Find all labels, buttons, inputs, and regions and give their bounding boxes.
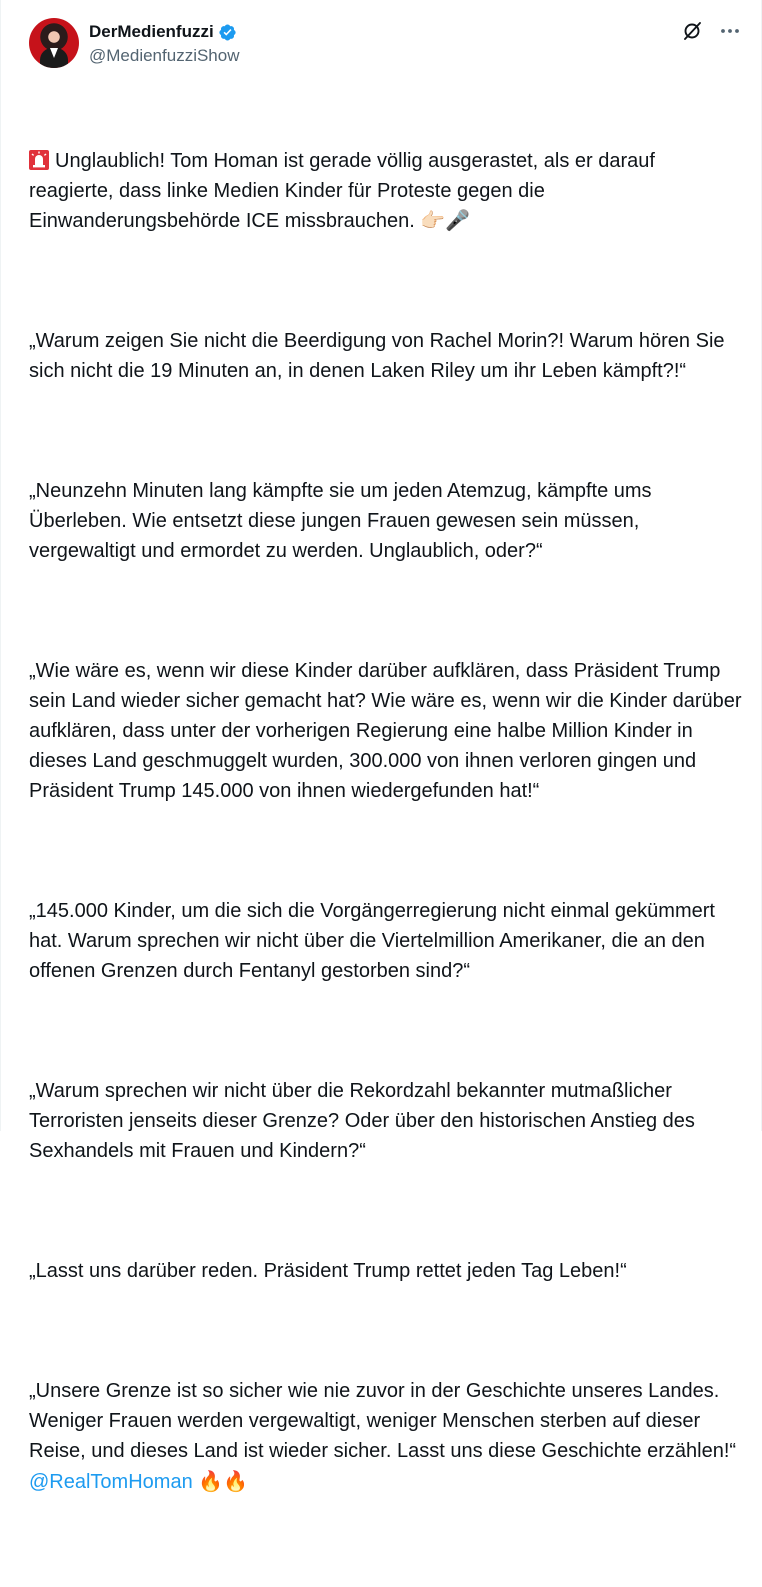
display-name[interactable]: DerMedienfuzzi xyxy=(89,22,214,41)
fire-emoji: 🔥🔥 xyxy=(198,1469,249,1493)
display-name-row xyxy=(89,21,240,43)
author-handle[interactable]: @MedienfuzziShow xyxy=(89,46,240,65)
tweet-paragraph-7: „Lasst uns darüber reden. Präsident Trump rettet jeden Tag Leben!“ xyxy=(29,1260,627,1282)
tweet-paragraph-6: „Warum sprechen wir nicht über die Rekordzahl bekannter mutmaßlicher Terroristen jenseits dieser Grenze? Oder über den historischen Anstieg des Sexhandels mit Frauen und Kindern?“ xyxy=(29,1080,701,1162)
tweet-paragraph-3: „Neunzehn Minuten lang kämpfte sie um jeden Atemzug, kämpfte ums Überleben. Wie entsetzt diese jungen Frauen gewesen sein müssen, vergewaltigt und ermordet zu werden. Unglaublich, oder?“ xyxy=(29,480,658,562)
paragraph-text: „Unsere Grenze ist so sicher wie nie zuvor in der Geschichte unseres Landes. Weniger Frauen werden vergewaltigt, weniger Menschen sterben auf dieser Reise, und dieses Land ist wieder sicher. Lasst uns diese Geschichte erzählen!“ xyxy=(29,1380,737,1462)
paragraph-text: Unglaublich! Tom Homan ist gerade völlig ausgerastet, als er darauf reagierte, dass linke Medien Kinder für Proteste gegen die Einwanderungsbehörde ICE missbrauchen. 👉🏻🎤 xyxy=(29,150,661,232)
tweet-header xyxy=(29,18,741,70)
tweet-text xyxy=(29,86,748,1587)
tweet-paragraph-1 xyxy=(29,146,743,236)
verified-badge-icon[interactable] xyxy=(218,23,237,42)
avatar[interactable] xyxy=(29,18,79,68)
grok-slash-circle-icon[interactable] xyxy=(681,20,703,42)
tweet-paragraph-8 xyxy=(29,1376,743,1497)
siren-emoji-icon xyxy=(29,149,49,169)
mention-link[interactable]: @RealTomHoman xyxy=(29,1471,193,1493)
more-horizontal-icon[interactable] xyxy=(719,20,741,42)
tweet-paragraph-2: „Warum zeigen Sie nicht die Beerdigung von Rachel Morin?! Warum hören Sie sich nicht die 19 Minuten an, in denen Laken Riley um ihr Leben kämpft?!“ xyxy=(29,330,731,382)
author-names xyxy=(89,21,240,66)
tweet-paragraph-4: „Wie wäre es, wenn wir diese Kinder darüber aufklären, dass Präsident Trump sein Land wieder sicher gemacht hat? Wie wäre es, wenn wir die Kinder darüber aufklären, dass unter der vorherigen Regierung eine halbe Million Kinder in dieses Land geschmuggelt wurden, 300.000 von ihnen verloren gingen und Präsident Trump 145.000 von ihnen wiedergefunden hat!“ xyxy=(29,660,748,802)
tweet-paragraph-5: „145.000 Kinder, um die sich die Vorgängerregierung nicht einmal gekümmert hat. Warum sprechen wir nicht über die Viertelmillion Amerikaner, die an den offenen Grenzen durch Fentanyl gestorben sind?“ xyxy=(29,900,721,982)
header-actions xyxy=(681,20,741,42)
